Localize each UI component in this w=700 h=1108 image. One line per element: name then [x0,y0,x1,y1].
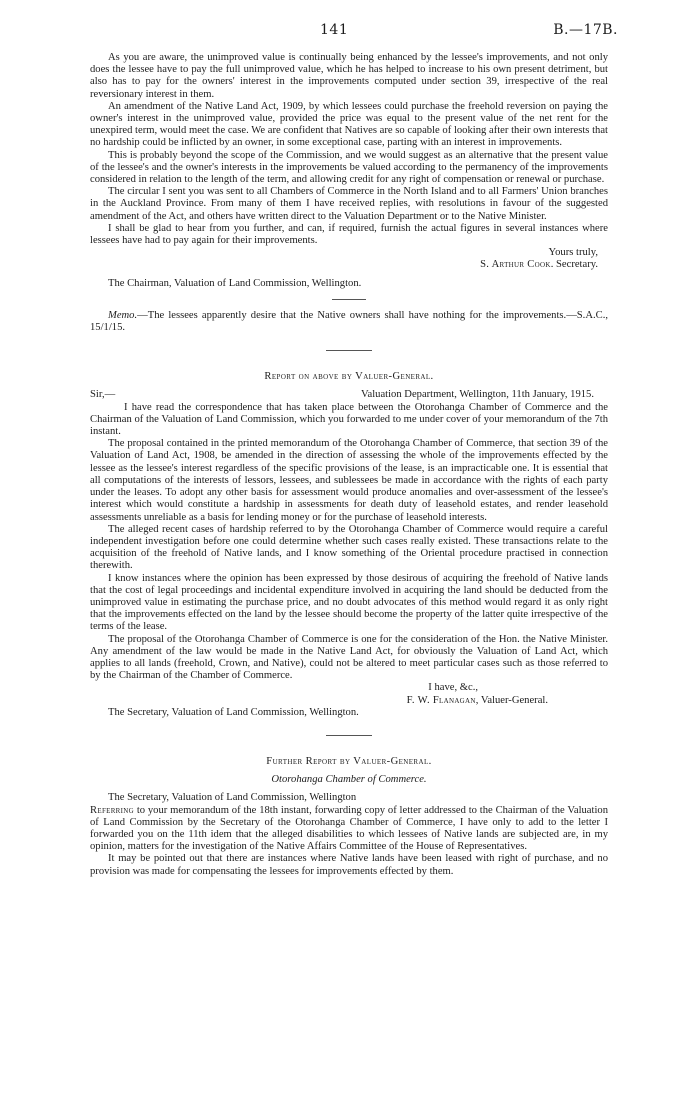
report-closing: I have, &c., [428,682,478,694]
report-paragraph: The proposal of the Otorohanga Chamber of Commerce is one for the consideration of the Hon. the Native Minister. Any amendment of the law would be made in the Native Land Act, for obviously the Valuation of Land Act, which applies to all lands (freehold, Crown, and Native), could not be altered to meet particular cases such as those referred to by the Chairman of the Chamber of Commerce. [90,633,608,682]
document-body [90,52,608,878]
letter-paragraph: As you are aware, the unimproved value is continually being enhanced by the lessee's improvements, and not only does the lessee have to pay the full unimproved value, which he has helped to increase to his own present detriment, but also has to pay for the owners' interest in the improvements computed under section 39, irrespective of the real reversionary interest in them. [90,52,608,100]
valuer-general-report [90,371,608,719]
report-addressee: The Secretary, Valuation of Land Commission, Wellington. [108,706,359,718]
page-number: 141 [320,22,349,38]
report-paragraph: I have read the correspondence that has taken place between the Otorohanga Chamber of Commerce and the Chairman of the Valuation of Land Commission, which you forwarded to me under cover of your memorandum of the 7th instant. [90,401,608,438]
memo-note [90,310,608,334]
letter-signature [90,259,608,271]
memo-label: Memo. [108,309,138,321]
salutation: Sir,— [90,389,116,401]
letter-paragraph: The circular I sent you was sent to all Chambers of Commerce in the North Island and to all Farmers' Union branches in the Auckland Province. From many of them I have received replies, with resolutions in favour of the suggested amendment of the Act, and others have written direct to the Valuation Department or to the Native Minister. [90,186,608,222]
letter-paragraph: This is probably beyond the scope of the Commission, and we would suggest as an alternative that the present value of the lessee's and the owner's interests in the improvements be valued according to the permanency of the improvements considered in relation to the length of the term, and allowing credit for any right of compensation or renewal or purchase. [90,149,608,186]
dateline: Valuation Department, Wellington, 11th January, 1915. [361,389,594,401]
letter-paragraph: I shall be glad to hear from you further, and can, if required, furnish the actual figures in several instances where lessees have had to pay again for their improvements. [90,222,608,247]
section-divider [332,299,366,300]
further-report-addressee: The Secretary, Valuation of Land Commission, Wellington [108,792,357,804]
signature-name: F. W. Flanagan [406,694,476,706]
report-paragraph: I know instances where the opinion has been expressed by those desirous of acquiring the freehold of Native lands that the cost of legal proceedings and incidental expenditure involved in acquiring the land should be deducted from the unimproved value in estimating the purchase price, and no doubt advocates of this method would regard it as only right that the improvements effected on the land by the lessee should become the property of the latter quite irrespective of the terms of the lease. [90,572,608,633]
report-heading: Report on above by Valuer-General. [264,371,434,383]
cook-letter [90,52,608,290]
further-report-heading: Further Report by Valuer-General. [266,755,432,767]
signature-title: . Secretary. [550,259,598,271]
signature-title: , Valuer-General. [475,694,548,706]
lead-word: Referring [90,804,134,816]
further-report-paragraph: It may be pointed out that there are instances where Native lands have been leased with right of purchase, and no provision was made for compensating the lessees for improvements effected by them. [90,853,608,877]
page-header [0,22,700,42]
further-report [90,756,608,878]
letter-closing: Yours truly, [548,247,598,259]
letter-paragraph: An amendment of the Native Land Act, 1909, by which lessees could purchase the freehold reversion on paying the owner's interest in the unimproved value, provided the price was equal to the present value of the net rent for the unexpired term, would meet the case. We are confident that Natives are so capable of looking after their own interests that no hardship could be inflicted by an owner, in some exceptional case, parting with an interest in improvements. [90,100,608,149]
report-paragraph: The alleged recent cases of hardship referred to by the Otorohanga Chamber of Commerce would require a careful independent investigation before one could determine whether such cases really existed. These transactions relate to the acquisition of the freehold of Native lands, and I know something of the Oriental procedure practised in connection therewith. [90,523,608,572]
report-paragraph: The proposal contained in the printed memorandum of the Otorohanga Chamber of Commerce, that section 39 of the Valuation of Land Act, 1908, be amended in the direction of assessing the whole of the improvements effected by the lessee as the lessee's interest regardless of the specific provisions of the lease, is an impracticable one. It is essential that all computations of the interests of lessors, lessees, and sublessees be made in accordance with the rights of each party under the leases. To adopt any other basis for assessment would produce anomalies and over-assessment of the lessee's interest which would constitute a hardship in assessments for death duty of leasehold estates, and render leasehold assessments unreliable as a basis for lending money or for the purchase of leasehold interests. [90,438,608,523]
further-report-paragraph: Referring to your memorandum of the 18th instant, forwarding copy of letter addressed to the Chairman of the Valuation of Land Commission by the Secretary of the Otorohanga Chamber of Commerce, I have only to add to the letter I forwarded you on the 11th idem that the alleged disabilities to which lessees of Native lands are subjected are, in my opinion, matters for the investigation of the Native Affairs Committee of the House of Representatives. [90,804,608,853]
signature-name: S. Arthur Cook [480,259,551,271]
letter-addressee: The Chairman, Valuation of Land Commission, Wellington. [108,277,362,289]
report-signature [90,695,608,707]
document-reference: B.—17B. [553,22,618,38]
further-report-subheading: Otorohanga Chamber of Commerce. [271,774,427,786]
memo-text: —The lessees apparently desire that the Native owners shall have nothing for the improvements.—S.A.C., 15/1/15. [90,309,608,334]
report-salutation-row [90,389,608,401]
section-divider [326,350,372,351]
section-divider [326,735,372,736]
